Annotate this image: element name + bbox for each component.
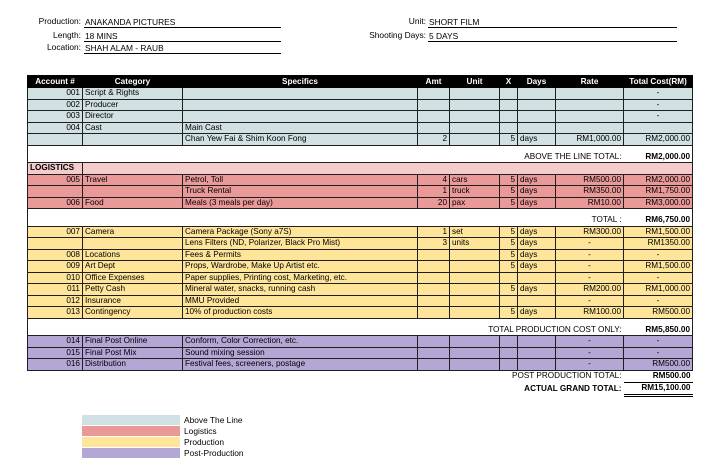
cell-days	[518, 272, 556, 284]
logistics-total-row	[28, 215, 693, 226]
cell-acct: 008	[28, 249, 83, 261]
table-row	[28, 336, 693, 348]
table-row	[28, 174, 693, 186]
cell-spec: 10% of production costs	[183, 307, 418, 319]
cell-total	[624, 122, 693, 134]
cell-rate	[556, 122, 624, 134]
cell-unit	[450, 359, 500, 371]
cell-unit: cars	[450, 174, 500, 186]
cell-acct: 009	[28, 261, 83, 273]
cell-spec: Lens Filters (ND, Polarizer, Black Pro Mist)	[183, 238, 418, 250]
col-header: Amt	[418, 76, 450, 88]
cell-cat	[83, 186, 183, 198]
legend-label-logistics: Logistics	[184, 426, 217, 436]
cell-unit	[450, 284, 500, 296]
cell-cat: Food	[83, 197, 183, 209]
cell-amt	[418, 99, 450, 111]
cell-acct	[28, 134, 83, 146]
cell-rate: -	[556, 347, 624, 359]
cell-unit	[450, 88, 500, 100]
production-value: ANAKANDA PICTURES	[84, 17, 281, 28]
cell-acct: 011	[28, 284, 83, 296]
cell-total: -	[624, 272, 693, 284]
col-header: Account #	[28, 76, 83, 88]
col-header: Rate	[556, 76, 624, 88]
cell-amt: 4	[418, 174, 450, 186]
cell-days: days	[518, 284, 556, 296]
cell-cat: Contingency	[83, 307, 183, 319]
cell-days: days	[518, 226, 556, 238]
cell-unit	[450, 134, 500, 146]
cell-amt	[418, 359, 450, 371]
cell-rate: RM500.00	[556, 174, 624, 186]
cell-spec: Sound mixing session	[183, 347, 418, 359]
cell-amt	[418, 307, 450, 319]
cell-amt	[418, 272, 450, 284]
table-row	[28, 122, 693, 134]
col-header: Total Cost(RM)	[624, 76, 693, 88]
cell-unit	[450, 295, 500, 307]
cell-unit	[450, 347, 500, 359]
legend-swatch-post	[82, 448, 180, 458]
cell-x: 5	[500, 174, 518, 186]
production-total-row-label: TOTAL PRODUCTION COST ONLY:	[28, 325, 624, 336]
location-label: Location:	[47, 42, 81, 52]
cell-acct: 003	[28, 111, 83, 123]
cell-rate: -	[556, 261, 624, 273]
cell-rate: -	[556, 238, 624, 250]
cell-x	[500, 295, 518, 307]
cell-acct: 005	[28, 174, 83, 186]
table-row	[28, 238, 693, 250]
cell-days: days	[518, 197, 556, 209]
cell-amt	[418, 249, 450, 261]
cell-total: -	[624, 99, 693, 111]
cell-unit	[450, 272, 500, 284]
cell-cat: Camera	[83, 226, 183, 238]
cell-days	[518, 111, 556, 123]
atl-total-row-value: RM2,000.00	[624, 152, 693, 163]
cell-spec: Truck Rental	[183, 186, 418, 198]
cell-spec: Meals (3 meals per day)	[183, 197, 418, 209]
table-row	[28, 347, 693, 359]
cell-amt	[418, 347, 450, 359]
cell-total: RM1,500.00	[624, 261, 693, 273]
table-row	[28, 261, 693, 273]
cell-acct	[28, 238, 83, 250]
unit-label: Unit:	[408, 16, 426, 26]
cell-cat: Director	[83, 111, 183, 123]
table-row	[28, 186, 693, 198]
table-header-row	[28, 76, 693, 88]
cell-acct: 004	[28, 122, 83, 134]
legend-swatch-production	[82, 437, 180, 447]
cell-unit: truck	[450, 186, 500, 198]
cell-acct: 012	[28, 295, 83, 307]
cell-cat: Producer	[83, 99, 183, 111]
cell-days: days	[518, 307, 556, 319]
legend-label-atl: Above The Line	[184, 415, 243, 425]
cell-acct: 016	[28, 359, 83, 371]
cell-cat: Insurance	[83, 295, 183, 307]
cell-amt: 20	[418, 197, 450, 209]
cell-x: 5	[500, 238, 518, 250]
cell-x	[500, 359, 518, 371]
cell-unit	[450, 261, 500, 273]
table-row	[28, 307, 693, 319]
cell-rate: -	[556, 272, 624, 284]
cell-cat: Art Dept	[83, 261, 183, 273]
cell-x: 5	[500, 134, 518, 146]
cell-x	[500, 347, 518, 359]
grand-total-row-label: ACTUAL GRAND TOTAL:	[28, 382, 624, 395]
cell-days: days	[518, 174, 556, 186]
cell-x: 5	[500, 284, 518, 296]
table-row	[28, 284, 693, 296]
cell-unit	[450, 249, 500, 261]
cell-unit	[450, 307, 500, 319]
cell-unit: pax	[450, 197, 500, 209]
cell-amt	[418, 295, 450, 307]
cell-days	[518, 122, 556, 134]
cell-spec	[183, 111, 418, 123]
post-production-total-row-value: RM500.00	[624, 370, 693, 382]
table-row	[28, 134, 693, 146]
legend-label-post: Post-Production	[184, 448, 244, 458]
cell-acct: 014	[28, 336, 83, 348]
cell-spec: Petrol, Toll	[183, 174, 418, 186]
shooting-days-value: 5 DAYS	[428, 31, 677, 42]
cell-x: 5	[500, 226, 518, 238]
cell-rate: RM10.00	[556, 197, 624, 209]
cell-total: RM2,000.00	[624, 174, 693, 186]
cell-days: days	[518, 249, 556, 261]
table-row	[28, 197, 693, 209]
cell-acct: 010	[28, 272, 83, 284]
cell-rate	[556, 111, 624, 123]
atl-total-row-label: ABOVE THE LINE TOTAL:	[28, 152, 624, 163]
cell-cat: Final Post Mix	[83, 347, 183, 359]
cell-rate: RM200.00	[556, 284, 624, 296]
cell-rate: RM350.00	[556, 186, 624, 198]
cell-acct: 013	[28, 307, 83, 319]
cell-days	[518, 88, 556, 100]
cell-rate	[556, 99, 624, 111]
cell-x	[500, 272, 518, 284]
cell-amt: 2	[418, 134, 450, 146]
cell-x: 5	[500, 249, 518, 261]
cell-x	[500, 122, 518, 134]
post-production-total-row-label: POST PRODUCTION TOTAL:	[28, 370, 624, 382]
cell-rate	[556, 88, 624, 100]
table-row	[28, 111, 693, 123]
cell-spec: Props, Wardrobe, Make Up Artist etc.	[183, 261, 418, 273]
cell-x	[500, 99, 518, 111]
cell-days: days	[518, 186, 556, 198]
table-row	[28, 226, 693, 238]
cell-total: -	[624, 88, 693, 100]
legend-label-production: Production	[184, 437, 225, 447]
cell-x: 5	[500, 186, 518, 198]
cell-amt: 1	[418, 186, 450, 198]
cell-spec: Chan Yew Fai & Shim Koon Fong	[183, 134, 418, 146]
cell-unit: units	[450, 238, 500, 250]
cell-rate: -	[556, 295, 624, 307]
cell-total: RM500.00	[624, 307, 693, 319]
budget-table	[27, 75, 693, 397]
cell-amt	[418, 261, 450, 273]
logistics-header-fill	[83, 163, 693, 175]
cell-total: RM1,000.00	[624, 284, 693, 296]
cell-amt	[418, 122, 450, 134]
cell-amt	[418, 111, 450, 123]
cell-unit	[450, 122, 500, 134]
cell-total: -	[624, 111, 693, 123]
post-production-total-row	[28, 370, 693, 382]
cell-cat: Locations	[83, 249, 183, 261]
cell-spec: Festival fees, screeners, postage	[183, 359, 418, 371]
cell-days: days	[518, 261, 556, 273]
cell-days	[518, 359, 556, 371]
cell-rate: RM300.00	[556, 226, 624, 238]
cell-rate: -	[556, 336, 624, 348]
table-row	[28, 88, 693, 100]
cell-rate: RM100.00	[556, 307, 624, 319]
cell-cat: Travel	[83, 174, 183, 186]
cell-cat: Cast	[83, 122, 183, 134]
cell-days	[518, 336, 556, 348]
table-row	[28, 99, 693, 111]
cell-rate: -	[556, 359, 624, 371]
col-header: Category	[83, 76, 183, 88]
cell-total: -	[624, 295, 693, 307]
atl-total-row	[28, 152, 693, 163]
cell-amt	[418, 88, 450, 100]
cell-spec: Main Cast	[183, 122, 418, 134]
cell-total: RM1350.00	[624, 238, 693, 250]
cell-spec: MMU Provided	[183, 295, 418, 307]
cell-x: 5	[500, 307, 518, 319]
cell-amt	[418, 284, 450, 296]
cell-acct	[28, 186, 83, 198]
cell-rate: -	[556, 249, 624, 261]
cell-cat	[83, 134, 183, 146]
logistics-label: LOGISTICS	[28, 163, 83, 175]
cell-cat: Script & Rights	[83, 88, 183, 100]
cell-total: -	[624, 347, 693, 359]
logistics-total-row-value: RM6,750.00	[624, 215, 693, 226]
grand-total-row	[28, 382, 693, 395]
cell-spec: Camera Package (Sony a7S)	[183, 226, 418, 238]
legend-swatch-logistics	[82, 426, 180, 436]
cell-amt	[418, 336, 450, 348]
cell-acct: 007	[28, 226, 83, 238]
cell-unit	[450, 111, 500, 123]
production-total-row	[28, 325, 693, 336]
table-row	[28, 249, 693, 261]
cell-total: RM3,000.00	[624, 197, 693, 209]
cell-rate: RM1,000.00	[556, 134, 624, 146]
shooting-days-label: Shooting Days:	[369, 30, 426, 40]
production-label: Production:	[38, 16, 81, 26]
cell-spec: Mineral water, snacks, running cash	[183, 284, 418, 296]
cell-acct: 006	[28, 197, 83, 209]
cell-acct: 015	[28, 347, 83, 359]
cell-days	[518, 99, 556, 111]
cell-x: 5	[500, 261, 518, 273]
legend-swatch-atl	[82, 415, 180, 425]
col-header: Specifics	[183, 76, 418, 88]
logistics-header-row	[28, 163, 693, 175]
cell-cat	[83, 238, 183, 250]
cell-acct: 001	[28, 88, 83, 100]
cell-total: RM500.00	[624, 359, 693, 371]
cell-days	[518, 347, 556, 359]
cell-amt: 1	[418, 226, 450, 238]
cell-spec: Fees & Permits	[183, 249, 418, 261]
length-label: Length:	[53, 30, 81, 40]
col-header: Days	[518, 76, 556, 88]
cell-days: days	[518, 134, 556, 146]
cell-x: 5	[500, 197, 518, 209]
cell-total: RM1,500.00	[624, 226, 693, 238]
cell-spec: Conform, Color Correction, etc.	[183, 336, 418, 348]
col-header: X	[500, 76, 518, 88]
cell-cat: Final Post Online	[83, 336, 183, 348]
cell-cat: Distribution	[83, 359, 183, 371]
location-value: SHAH ALAM - RAUB	[84, 43, 281, 54]
cell-days	[518, 295, 556, 307]
table-row	[28, 272, 693, 284]
grand-total-row-value: RM15,100.00	[624, 382, 693, 395]
table-row	[28, 359, 693, 371]
cell-days: days	[518, 238, 556, 250]
cell-total: -	[624, 336, 693, 348]
logistics-total-row-label: TOTAL :	[28, 215, 624, 226]
cell-unit	[450, 99, 500, 111]
cell-cat: Petty Cash	[83, 284, 183, 296]
cell-spec	[183, 99, 418, 111]
cell-amt: 3	[418, 238, 450, 250]
cell-spec	[183, 88, 418, 100]
production-total-row-value: RM5,850.00	[624, 325, 693, 336]
unit-value: SHORT FILM	[428, 17, 677, 28]
length-value: 18 MINS	[84, 31, 281, 42]
cell-x	[500, 336, 518, 348]
table-row	[28, 295, 693, 307]
cell-x	[500, 88, 518, 100]
cell-cat: Office Expenses	[83, 272, 183, 284]
cell-x	[500, 111, 518, 123]
cell-unit	[450, 336, 500, 348]
cell-total: RM1,750.00	[624, 186, 693, 198]
cell-spec: Paper supplies, Printing cost, Marketing, etc.	[183, 272, 418, 284]
cell-total: RM2,000.00	[624, 134, 693, 146]
cell-total: -	[624, 249, 693, 261]
col-header: Unit	[450, 76, 500, 88]
cell-unit: set	[450, 226, 500, 238]
cell-acct: 002	[28, 99, 83, 111]
